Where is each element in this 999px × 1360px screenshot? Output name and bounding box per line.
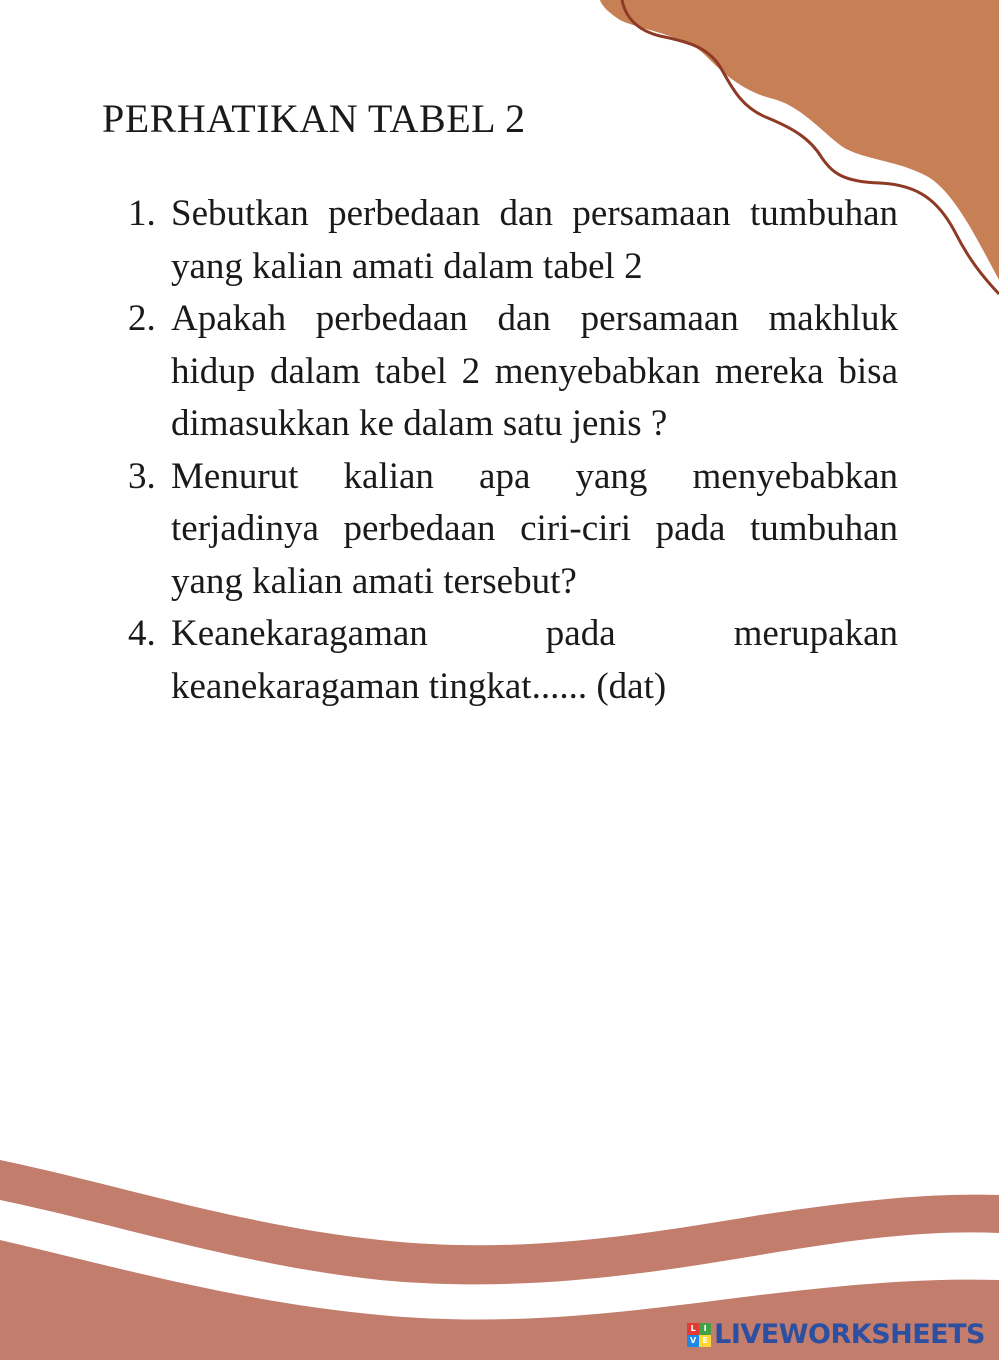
question-list: [128, 188, 898, 713]
question-number: 2.: [128, 298, 156, 339]
question-item: [128, 188, 898, 293]
question-text: Sebutkan perbedaan dan persamaan tumbuhan yang kalian amati dalam tabel 2: [171, 193, 898, 287]
question-text: Keanekaragaman pada merupakan keanekaragaman tingkat...... (dat): [171, 613, 898, 707]
question-text: Apakah perbedaan dan persamaan makhluk hidup dalam tabel 2 menyebabkan mereka bisa dimasukkan ke dalam satu jenis ?: [171, 298, 898, 444]
question-item: [128, 293, 898, 451]
liveworksheets-watermark: [687, 1319, 985, 1350]
question-text: Menurut kalian apa yang menyebabkan terjadinya perbedaan ciri-ciri pada tumbuhan yang kalian amati tersebut?: [171, 455, 898, 602]
question-item: [128, 608, 898, 713]
liveworksheets-logo-icon: L I V E: [687, 1323, 711, 1347]
page-title: PERHATIKAN TABEL 2: [102, 96, 526, 141]
bottom-band-upper: [0, 1160, 999, 1284]
question-number: 1.: [128, 193, 156, 234]
question-item: [128, 451, 898, 609]
question-number: 4.: [128, 613, 156, 654]
question-number: 3.: [128, 455, 156, 497]
watermark-text: LIVEWORKSHEETS: [714, 1319, 985, 1350]
